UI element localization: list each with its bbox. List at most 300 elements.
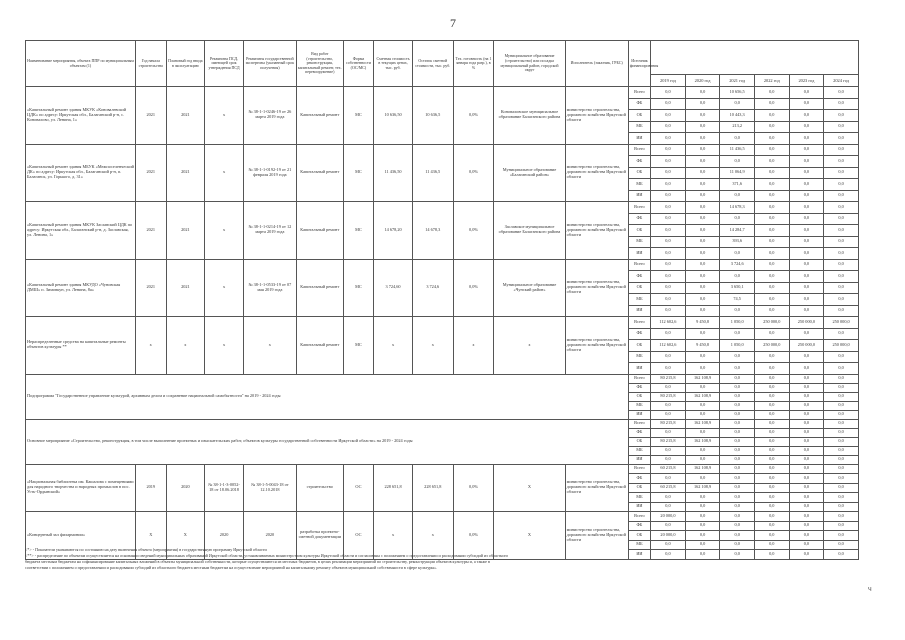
- column-header: Наименование мероприятия, объекта ППР по муниципальным объектам (1): [26, 41, 136, 87]
- source-cell: Всего: [628, 144, 650, 156]
- value-cell: 162 108,9: [685, 374, 720, 383]
- object-end-cell: 2021: [166, 87, 205, 145]
- source-cell: ИИ: [628, 410, 650, 419]
- value-cell: 0,0: [789, 121, 824, 133]
- value-cell: 250 000,0: [824, 340, 859, 352]
- object-exec-cell: министерство строительства, дорожного хозяйства Иркутской области: [565, 144, 628, 202]
- value-cell: 0,0: [651, 225, 686, 237]
- value-cell: 0,0: [824, 374, 859, 383]
- value-cell: 80 215,8: [651, 419, 686, 428]
- value-cell: 0,0: [685, 271, 720, 283]
- footnotes: [25, 547, 859, 571]
- value-cell: 0,0: [651, 167, 686, 179]
- source-cell: Всего: [628, 419, 650, 428]
- source-cell: ФБ: [628, 474, 650, 484]
- object-cost-cell: 3 724,60: [374, 259, 413, 317]
- value-cell: 0,0: [651, 493, 686, 503]
- object-exec-cell: министерство строительства, дорожного хозяйства Иркутской области: [565, 317, 628, 375]
- value-cell: 0,0: [789, 483, 824, 493]
- value-cell: 0,0: [720, 531, 755, 541]
- value-cell: 112 602,6: [651, 340, 686, 352]
- value-cell: 0,0: [754, 133, 789, 145]
- value-cell: 250 000,0: [789, 340, 824, 352]
- value-cell: 0,0: [754, 521, 789, 531]
- value-cell: 0,0: [824, 271, 859, 283]
- value-cell: 0,0: [789, 383, 824, 392]
- object-remain-cell: х: [412, 317, 453, 375]
- value-cell: 0,0: [651, 294, 686, 306]
- value-cell: 0,0: [720, 410, 755, 419]
- value-cell: 0,0: [789, 351, 824, 363]
- value-cell: 0,0: [789, 294, 824, 306]
- object-start-cell: 2021: [135, 87, 166, 145]
- object-mo-cell: Х: [494, 512, 565, 560]
- object-cost-cell: 11 436,50: [374, 144, 413, 202]
- object-end-cell: Х: [166, 512, 205, 560]
- value-cell: 0,0: [651, 179, 686, 191]
- value-cell: 0,0: [824, 383, 859, 392]
- value-cell: 0,0: [685, 294, 720, 306]
- value-cell: 0,0: [685, 259, 720, 271]
- value-cell: 0,0: [824, 437, 859, 446]
- value-cell: 0,0: [754, 202, 789, 214]
- source-cell: ОБ: [628, 225, 650, 237]
- value-cell: 0,0: [789, 531, 824, 541]
- value-cell: 0,0: [685, 202, 720, 214]
- column-header: Тех. готовность (на 1 января года разр.), в %: [453, 41, 494, 87]
- object-end-cell: 2020: [166, 464, 205, 512]
- value-cell: 0,0: [754, 144, 789, 156]
- source-cell: ИИ: [628, 550, 650, 560]
- object-psd-cell: 2020: [205, 512, 244, 560]
- value-cell: 0,0: [754, 179, 789, 191]
- value-cell: 0,0: [824, 282, 859, 294]
- source-cell: МБ: [628, 401, 650, 410]
- source-cell: ФБ: [628, 98, 650, 110]
- value-cell: 0,0: [789, 455, 824, 464]
- value-cell: 0,0: [824, 392, 859, 401]
- source-cell: ИИ: [628, 363, 650, 375]
- table-row: [26, 259, 859, 271]
- value-cell: 0,0: [789, 446, 824, 455]
- value-cell: 0,0: [824, 110, 859, 122]
- value-cell: 0,0: [789, 493, 824, 503]
- source-cell: Всего: [628, 512, 650, 522]
- value-cell: 0,0: [789, 374, 824, 383]
- value-cell: 0,0: [685, 428, 720, 437]
- object-expertise-cell: 2020: [243, 512, 296, 560]
- source-cell: МБ: [628, 294, 650, 306]
- object-start-cell: 2021: [135, 202, 166, 260]
- value-cell: 0,0: [651, 121, 686, 133]
- value-cell: 0,0: [651, 328, 686, 340]
- value-cell: 0,0: [685, 133, 720, 145]
- value-cell: 0,0: [824, 236, 859, 248]
- value-cell: 0,0: [720, 428, 755, 437]
- source-cell: МБ: [628, 493, 650, 503]
- value-cell: 0,0: [685, 167, 720, 179]
- value-cell: 0,0: [685, 446, 720, 455]
- value-cell: 0,0: [651, 144, 686, 156]
- value-cell: 213,2: [720, 121, 755, 133]
- source-cell: ИИ: [628, 305, 650, 317]
- footnote-line: <*> - Показатели указываются по состоянию на дату включения объекта (мероприятия) в государственную программу Иркутской области: [25, 547, 267, 552]
- source-cell: ИИ: [628, 248, 650, 260]
- value-cell: 80 215,8: [651, 374, 686, 383]
- table-row: [26, 419, 859, 428]
- value-cell: 0,0: [685, 156, 720, 168]
- value-cell: 11 064,9: [720, 167, 755, 179]
- value-cell: 0,0: [824, 351, 859, 363]
- value-cell: 0,0: [789, 156, 824, 168]
- source-cell: Всего: [628, 464, 650, 474]
- margin-mark: ч: [868, 586, 872, 593]
- object-name-cell: «Капитальный ремонт здания МКУДО «Чуновская ДМШ» п. Зимовкун, ул. Ленина, 8а»: [26, 259, 136, 317]
- value-cell: 0,0: [824, 540, 859, 550]
- value-cell: 0,0: [824, 410, 859, 419]
- source-cell: ОБ: [628, 531, 650, 541]
- value-cell: 0,0: [720, 512, 755, 522]
- object-own-cell: МС: [343, 87, 374, 145]
- value-cell: 0,0: [789, 305, 824, 317]
- source-cell: ФБ: [628, 156, 650, 168]
- object-start-cell: х: [135, 317, 166, 375]
- object-ready-cell: 0,0%: [453, 144, 494, 202]
- object-name-cell: «Капитальный ремонт здания МКУК Заславский ЦДК по адресу: Иркутская обл., Балаганский р-н, д. Заславская, ул. Ленина, 1»: [26, 202, 136, 260]
- value-cell: 9 450,8: [685, 317, 720, 329]
- source-cell: ОБ: [628, 392, 650, 401]
- value-cell: 0,0: [754, 156, 789, 168]
- value-cell: 20 000,0: [651, 512, 686, 522]
- object-exec-cell: министерство строительства, дорожного хозяйства Иркутской области: [565, 512, 628, 560]
- value-cell: 0,0: [685, 502, 720, 512]
- value-cell: 0,0: [754, 410, 789, 419]
- value-cell: 0,0: [651, 202, 686, 214]
- value-cell: 0,0: [824, 259, 859, 271]
- object-cost-cell: х: [374, 512, 413, 560]
- value-cell: 0,0: [789, 236, 824, 248]
- object-expertise-cell: № 38-1-5-0043-18 от 12.10.2018: [243, 464, 296, 512]
- column-header: Реквизиты ПСД, имеющей срок утверждения ПСД: [205, 41, 244, 87]
- value-cell: 0,0: [685, 531, 720, 541]
- object-remain-cell: 14 678,3: [412, 202, 453, 260]
- object-cost-cell: 10 636,50: [374, 87, 413, 145]
- value-cell: 162 108,9: [685, 392, 720, 401]
- value-cell: 0,0: [685, 363, 720, 375]
- value-cell: 0,0: [651, 156, 686, 168]
- value-cell: 0,0: [685, 87, 720, 99]
- value-cell: 0,0: [651, 213, 686, 225]
- value-cell: 0,0: [651, 446, 686, 455]
- value-cell: 0,0: [685, 98, 720, 110]
- column-header-year: 2021 год: [720, 75, 755, 87]
- value-cell: 1 050,0: [720, 317, 755, 329]
- value-cell: 0,0: [720, 493, 755, 503]
- object-exec-cell: министерство строительства, дорожного хозяйства Иркутской области: [565, 464, 628, 512]
- value-cell: 0,0: [720, 550, 755, 560]
- value-cell: 0,0: [789, 98, 824, 110]
- value-cell: 0,0: [720, 437, 755, 446]
- value-cell: 0,0: [824, 419, 859, 428]
- object-work-cell: Капитальный ремонт: [296, 202, 343, 260]
- table-row: [26, 464, 859, 474]
- footnote-line: бюджета местным бюджетам на софинансирование капитальных вложений в объекты муниципальной собственности, которые осуществляются из местных бюджетов, в целях реализации мероприятий по строительству, реконструкции объектов культуры и, а также в: [25, 559, 490, 564]
- value-cell: 0,0: [720, 374, 755, 383]
- value-cell: 0,0: [685, 401, 720, 410]
- value-cell: 0,0: [789, 248, 824, 260]
- value-cell: 0,0: [720, 248, 755, 260]
- object-ready-cell: 0,0%: [453, 259, 494, 317]
- source-cell: ИИ: [628, 190, 650, 202]
- object-exec-cell: министерство строительства, дорожного хозяйства Иркутской области: [565, 87, 628, 145]
- object-ready-cell: 0,0%: [453, 464, 494, 512]
- value-cell: 0,0: [754, 550, 789, 560]
- value-cell: 60 215,8: [651, 464, 686, 474]
- source-cell: МБ: [628, 121, 650, 133]
- value-cell: 0,0: [824, 363, 859, 375]
- object-ready-cell: х: [453, 317, 494, 375]
- object-mo-cell: х: [494, 317, 565, 375]
- column-header-years-group: [651, 41, 859, 75]
- value-cell: 0,0: [720, 464, 755, 474]
- value-cell: 0,0: [754, 167, 789, 179]
- value-cell: 0,0: [789, 419, 824, 428]
- source-cell: ОБ: [628, 340, 650, 352]
- value-cell: 0,0: [720, 419, 755, 428]
- value-cell: 0,0: [685, 282, 720, 294]
- value-cell: 0,0: [789, 464, 824, 474]
- value-cell: 0,0: [789, 202, 824, 214]
- value-cell: 0,0: [824, 305, 859, 317]
- object-name-cell: «Концертный зал филармонии»: [26, 512, 136, 560]
- value-cell: 0,0: [651, 110, 686, 122]
- value-cell: 162 108,9: [685, 419, 720, 428]
- value-cell: 10 443,3: [720, 110, 755, 122]
- value-cell: 0,0: [685, 179, 720, 191]
- value-cell: 0,0: [824, 87, 859, 99]
- value-cell: 0,0: [651, 363, 686, 375]
- value-cell: 371,6: [720, 179, 755, 191]
- value-cell: 0,0: [754, 374, 789, 383]
- source-cell: МБ: [628, 236, 650, 248]
- value-cell: 0,0: [824, 474, 859, 484]
- column-header: Форма собственности (ОС/МС): [343, 41, 374, 87]
- value-cell: 0,0: [789, 392, 824, 401]
- program-table: [25, 40, 859, 560]
- value-cell: 162 108,9: [685, 464, 720, 474]
- table-row: [26, 317, 859, 329]
- value-cell: 0,0: [685, 190, 720, 202]
- object-work-cell: Капитальный ремонт: [296, 144, 343, 202]
- value-cell: 0,0: [720, 474, 755, 484]
- value-cell: 0,0: [651, 282, 686, 294]
- value-cell: 0,0: [754, 502, 789, 512]
- object-ready-cell: 0,0%: [453, 512, 494, 560]
- source-cell: Всего: [628, 317, 650, 329]
- value-cell: 0,0: [754, 512, 789, 522]
- value-cell: 0,0: [685, 493, 720, 503]
- value-cell: 0,0: [720, 502, 755, 512]
- value-cell: 0,0: [685, 410, 720, 419]
- value-cell: 0,0: [651, 87, 686, 99]
- value-cell: 0,0: [651, 401, 686, 410]
- source-cell: ФБ: [628, 428, 650, 437]
- object-mo-cell: Муниципальное образование «Балаганский район»: [494, 144, 565, 202]
- object-exec-cell: министерство строительства, дорожного хозяйства Иркутской области: [565, 202, 628, 260]
- value-cell: 0,0: [754, 328, 789, 340]
- value-cell: 0,0: [685, 328, 720, 340]
- value-cell: 0,0: [824, 531, 859, 541]
- value-cell: 0,0: [720, 213, 755, 225]
- value-cell: 0,0: [754, 225, 789, 237]
- value-cell: 0,0: [651, 259, 686, 271]
- object-expertise-cell: № 38-1-1-0246-19 от 26 марта 2019 года: [243, 87, 296, 145]
- table-row: [26, 87, 859, 99]
- footnote-line: <**> - распределение по объектам осуществляется на основании сведений муниципальных образований Иркутской области, устанавливаемых министерством культуры Иркутской области и согласованы с положением о предоставлении и расходовании субсидий из областного: [25, 553, 509, 558]
- value-cell: 0,0: [789, 363, 824, 375]
- object-end-cell: х: [166, 317, 205, 375]
- value-cell: 0,0: [720, 392, 755, 401]
- value-cell: 0,0: [754, 294, 789, 306]
- object-psd-cell: х: [205, 202, 244, 260]
- value-cell: 0,0: [824, 213, 859, 225]
- value-cell: 0,0: [754, 248, 789, 260]
- source-cell: ФБ: [628, 271, 650, 283]
- value-cell: 0,0: [754, 87, 789, 99]
- object-end-cell: 2021: [166, 202, 205, 260]
- column-header-year: 2019 год: [651, 75, 686, 87]
- object-mo-cell: Х: [494, 464, 565, 512]
- value-cell: 0,0: [685, 455, 720, 464]
- value-cell: 0,0: [754, 110, 789, 122]
- table-row: [26, 202, 859, 214]
- value-cell: 0,0: [720, 363, 755, 375]
- value-cell: 393,6: [720, 236, 755, 248]
- table-row: [26, 374, 859, 383]
- value-cell: 80 215,8: [651, 437, 686, 446]
- value-cell: 0,0: [685, 550, 720, 560]
- source-cell: ФБ: [628, 521, 650, 531]
- value-cell: 0,0: [754, 98, 789, 110]
- value-cell: 0,0: [824, 401, 859, 410]
- value-cell: 0,0: [824, 248, 859, 260]
- value-cell: 0,0: [685, 248, 720, 260]
- value-cell: 0,0: [651, 271, 686, 283]
- value-cell: 0,0: [824, 455, 859, 464]
- value-cell: 14 678,3: [720, 202, 755, 214]
- source-cell: МБ: [628, 351, 650, 363]
- column-header: Исполнитель (заказчик, ГРБС): [565, 41, 628, 87]
- value-cell: 0,0: [685, 225, 720, 237]
- value-cell: 0,0: [824, 167, 859, 179]
- value-cell: 0,0: [651, 428, 686, 437]
- value-cell: 0,0: [789, 540, 824, 550]
- value-cell: 0,0: [651, 540, 686, 550]
- value-cell: 0,0: [824, 294, 859, 306]
- value-cell: 0,0: [651, 550, 686, 560]
- source-cell: ОБ: [628, 167, 650, 179]
- source-cell: Всего: [628, 87, 650, 99]
- value-cell: 0,0: [651, 474, 686, 484]
- object-expertise-cell: № 38-1-1-0533-19 от 07 мая 2019 года: [243, 259, 296, 317]
- object-ready-cell: 0,0%: [453, 202, 494, 260]
- object-name-cell: «Капитальный ремонт здания МКУК «Коновалевский ЦДК» по адресу: Иркутская обл., Балаганский р-н, с. Коновалово, ул. Ленина, 1»: [26, 87, 136, 145]
- value-cell: 0,0: [754, 419, 789, 428]
- table-row: [26, 512, 859, 522]
- value-cell: 0,0: [720, 521, 755, 531]
- value-cell: 0,0: [720, 328, 755, 340]
- object-start-cell: 2021: [135, 144, 166, 202]
- object-psd-cell: х: [205, 317, 244, 375]
- value-cell: 0,0: [651, 502, 686, 512]
- value-cell: 0,0: [824, 190, 859, 202]
- value-cell: 0,0: [754, 271, 789, 283]
- value-cell: 0,0: [824, 121, 859, 133]
- value-cell: 0,0: [789, 133, 824, 145]
- value-cell: 0,0: [651, 305, 686, 317]
- object-cost-cell: 228 651,8: [374, 464, 413, 512]
- object-work-cell: Капитальный ремонт: [296, 259, 343, 317]
- footnote-line: соответствии с положением о предоставлении и расходовании субсидий из областного бюджета местным бюджетам на осуществление мероприятий на капитальному ремонту объектов муниципальной собственности в сфере культуры».: [25, 565, 438, 570]
- source-cell: ОБ: [628, 282, 650, 294]
- value-cell: 0,0: [824, 225, 859, 237]
- value-cell: 0,0: [789, 179, 824, 191]
- value-cell: 0,0: [824, 98, 859, 110]
- value-cell: 0,0: [824, 502, 859, 512]
- value-cell: 0,0: [651, 410, 686, 419]
- object-own-cell: МС: [343, 144, 374, 202]
- object-name-cell: Нераспределенные средства на капитальные ремонты объектов культуры **: [26, 317, 136, 375]
- object-start-cell: Х: [135, 512, 166, 560]
- value-cell: 0,0: [651, 190, 686, 202]
- value-cell: 0,0: [685, 144, 720, 156]
- value-cell: 74,5: [720, 294, 755, 306]
- column-header-year: 2020 год: [685, 75, 720, 87]
- value-cell: 0,0: [789, 521, 824, 531]
- column-header: Плановый год ввода в эксплуатацию: [166, 41, 205, 87]
- value-cell: 14 284,7: [720, 225, 755, 237]
- value-cell: 0,0: [720, 383, 755, 392]
- source-cell: ИИ: [628, 502, 650, 512]
- value-cell: 0,0: [824, 328, 859, 340]
- value-cell: 0,0: [754, 493, 789, 503]
- value-cell: 0,0: [824, 512, 859, 522]
- value-cell: 0,0: [685, 383, 720, 392]
- object-end-cell: 2021: [166, 259, 205, 317]
- column-header-year: 2023 год: [789, 75, 824, 87]
- value-cell: 0,0: [720, 271, 755, 283]
- value-cell: 0,0: [789, 512, 824, 522]
- value-cell: 0,0: [754, 483, 789, 493]
- value-cell: 0,0: [789, 144, 824, 156]
- value-cell: 0,0: [824, 428, 859, 437]
- source-cell: МБ: [628, 179, 650, 191]
- column-header: Остаток сметной стоимости, тыс. руб.: [412, 41, 453, 87]
- source-cell: ФБ: [628, 213, 650, 225]
- object-mo-cell: Коноваловское муниципальное образование Балаганского района: [494, 87, 565, 145]
- value-cell: 0,0: [789, 328, 824, 340]
- object-name-cell: «Капитальный ремонт здания МБУК «Межпоселенческий ДК» по адресу: Иркутская обл., Балаганский р-н, п. Балаганск, ул. Горького, д. 31»: [26, 144, 136, 202]
- column-header: Сметная стоимость в текущих ценах, тыс. руб.: [374, 41, 413, 87]
- subprogram-title: Подпрограмма "Государственное управление культурой, архивным делом и сохранение национальной самобытности" на 2019 - 2024 годы: [26, 374, 629, 419]
- value-cell: 0,0: [824, 179, 859, 191]
- value-cell: 0,0: [651, 455, 686, 464]
- column-header: Муниципальное образование (строительство) или посадка муниципальный район, городской округ: [494, 41, 565, 87]
- value-cell: 0,0: [754, 121, 789, 133]
- value-cell: 0,0: [720, 98, 755, 110]
- column-header: Вид работ (строительство, реконструкция, капитальный ремонт, тех. перевооружение): [296, 41, 343, 87]
- column-header: Реквизиты государственной экспертизы (указанный срок получения): [243, 41, 296, 87]
